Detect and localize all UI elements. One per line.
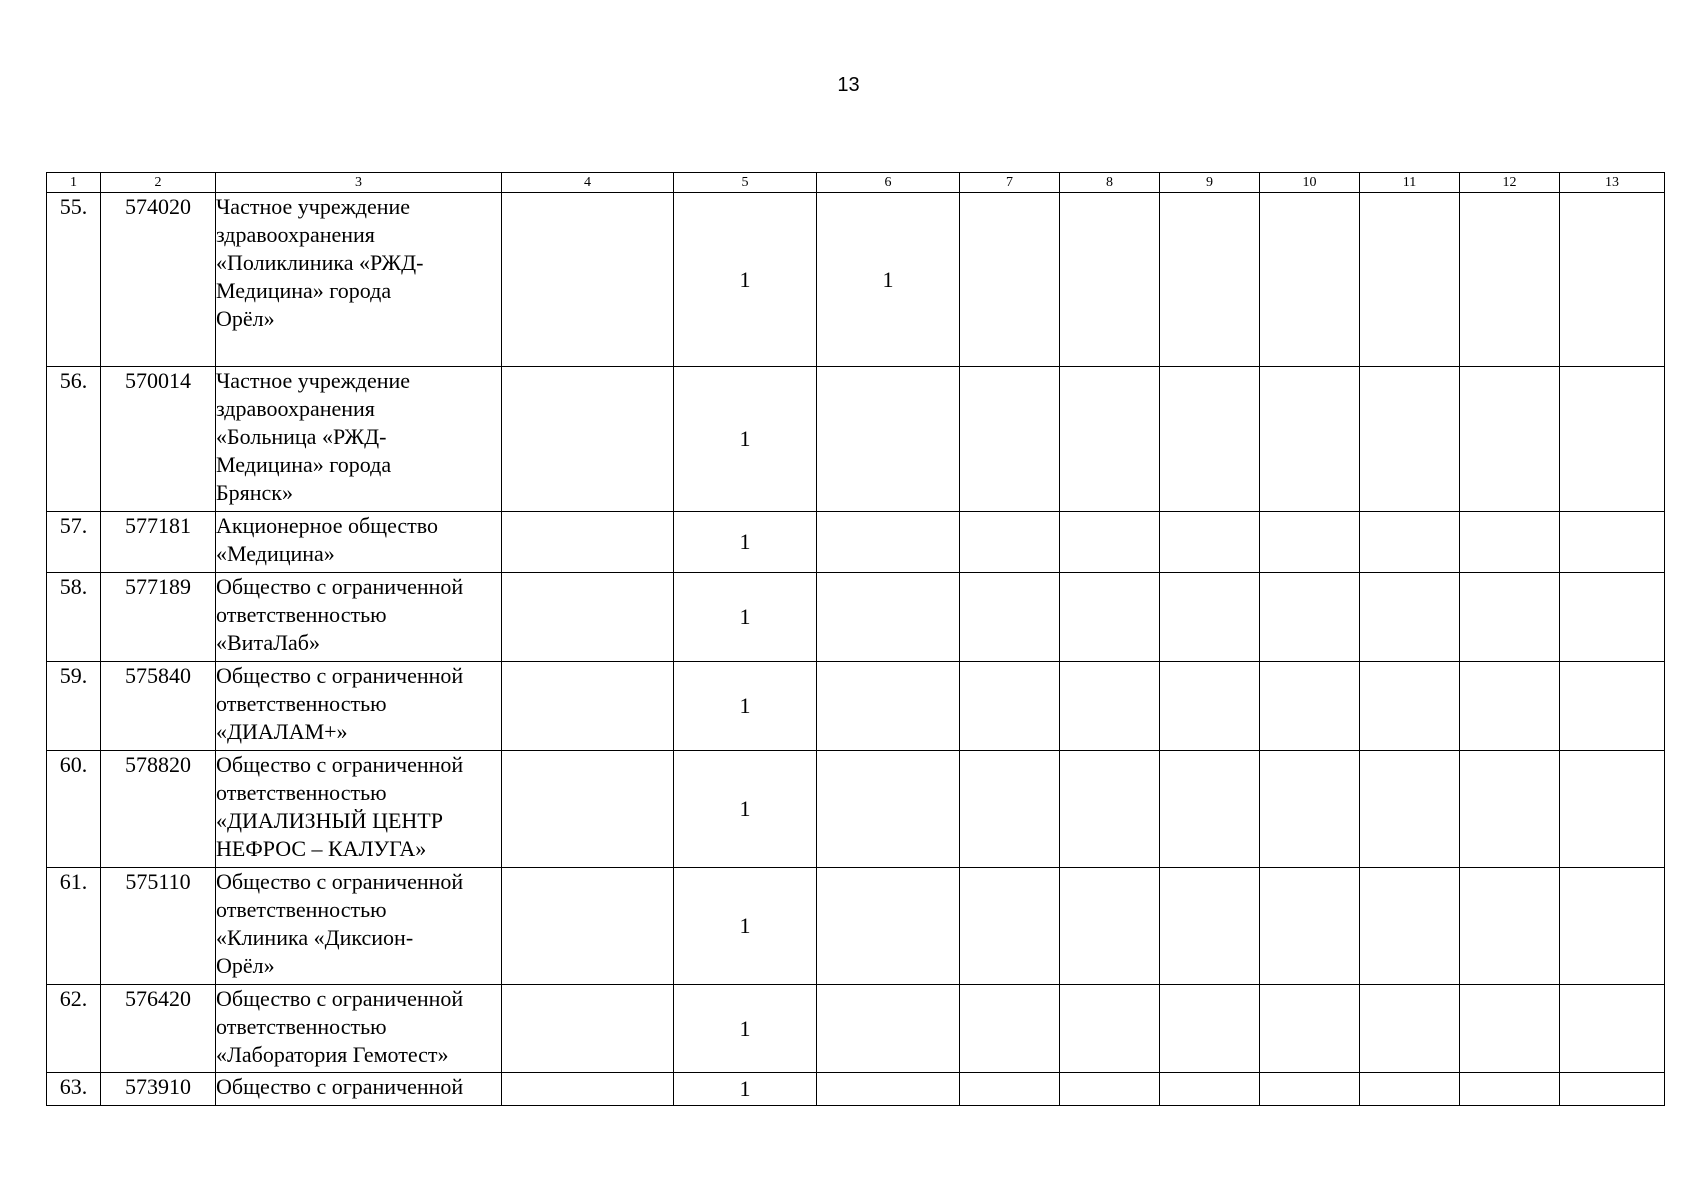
org-code: 576420 bbox=[101, 985, 216, 1073]
cell-col-7 bbox=[960, 868, 1060, 985]
cell-col-4 bbox=[502, 512, 674, 573]
table-row bbox=[47, 1073, 1665, 1106]
cell-col-8 bbox=[1060, 1073, 1160, 1106]
cell-col-5: 1 bbox=[674, 985, 817, 1073]
page-number: 13 bbox=[837, 74, 860, 96]
row-number: 61. bbox=[47, 868, 101, 985]
cell-col-8 bbox=[1060, 662, 1160, 751]
cell-col-9 bbox=[1160, 573, 1260, 662]
cell-col-5: 1 bbox=[674, 193, 817, 367]
cell-col-6: 1 bbox=[817, 193, 960, 367]
column-header: 10 bbox=[1260, 173, 1360, 193]
cell-col-7 bbox=[960, 512, 1060, 573]
column-header: 1 bbox=[47, 173, 101, 193]
cell-col-10 bbox=[1260, 662, 1360, 751]
cell-col-5: 1 bbox=[674, 662, 817, 751]
cell-col-4 bbox=[502, 367, 674, 512]
cell-col-11 bbox=[1360, 573, 1460, 662]
row-number: 60. bbox=[47, 751, 101, 868]
cell-col-13 bbox=[1560, 751, 1665, 868]
cell-col-5: 1 bbox=[674, 573, 817, 662]
cell-col-10 bbox=[1260, 985, 1360, 1073]
cell-col-13 bbox=[1560, 573, 1665, 662]
cell-col-11 bbox=[1360, 1073, 1460, 1106]
cell-col-11 bbox=[1360, 193, 1460, 367]
column-header: 9 bbox=[1160, 173, 1260, 193]
cell-col-6 bbox=[817, 573, 960, 662]
cell-col-7 bbox=[960, 1073, 1060, 1106]
cell-col-11 bbox=[1360, 751, 1460, 868]
cell-col-8 bbox=[1060, 751, 1160, 868]
cell-col-11 bbox=[1360, 512, 1460, 573]
column-header: 13 bbox=[1560, 173, 1665, 193]
org-code: 573910 bbox=[101, 1073, 216, 1106]
cell-col-4 bbox=[502, 751, 674, 868]
org-name: Акционерное общество «Медицина» bbox=[216, 512, 502, 573]
cell-col-8 bbox=[1060, 573, 1160, 662]
cell-col-4 bbox=[502, 573, 674, 662]
cell-col-10 bbox=[1260, 367, 1360, 512]
org-name: Общество с ограниченной ответственностью «Клиника «Диксион- Орёл» bbox=[216, 868, 502, 985]
cell-col-8 bbox=[1060, 985, 1160, 1073]
cell-col-4 bbox=[502, 868, 674, 985]
cell-col-7 bbox=[960, 985, 1060, 1073]
org-name: Общество с ограниченной bbox=[216, 1073, 502, 1106]
cell-col-6 bbox=[817, 751, 960, 868]
cell-col-9 bbox=[1160, 985, 1260, 1073]
cell-col-7 bbox=[960, 662, 1060, 751]
cell-col-10 bbox=[1260, 193, 1360, 367]
cell-col-8 bbox=[1060, 193, 1160, 367]
column-header: 8 bbox=[1060, 173, 1160, 193]
cell-col-6 bbox=[817, 985, 960, 1073]
column-numbers-row bbox=[47, 173, 1665, 193]
org-code: 575110 bbox=[101, 868, 216, 985]
cell-col-5: 1 bbox=[674, 1073, 817, 1106]
cell-col-13 bbox=[1560, 193, 1665, 367]
cell-col-6 bbox=[817, 662, 960, 751]
table-row bbox=[47, 193, 1665, 367]
org-name: Общество с ограниченной ответственностью «ДИАЛАМ+» bbox=[216, 662, 502, 751]
org-name: Общество с ограниченной ответственностью «ДИАЛИЗНЫЙ ЦЕНТР НЕФРОС – КАЛУГА» bbox=[216, 751, 502, 868]
row-number: 57. bbox=[47, 512, 101, 573]
cell-col-10 bbox=[1260, 868, 1360, 985]
cell-col-11 bbox=[1360, 662, 1460, 751]
cell-col-5: 1 bbox=[674, 868, 817, 985]
cell-col-10 bbox=[1260, 1073, 1360, 1106]
table-row bbox=[47, 512, 1665, 573]
table-row bbox=[47, 662, 1665, 751]
cell-col-12 bbox=[1460, 512, 1560, 573]
table-row bbox=[47, 868, 1665, 985]
org-name: Частное учреждение здравоохранения «Больница «РЖД- Медицина» города Брянск» bbox=[216, 367, 502, 512]
cell-col-9 bbox=[1160, 512, 1260, 573]
table-row bbox=[47, 573, 1665, 662]
column-header: 4 bbox=[502, 173, 674, 193]
cell-col-9 bbox=[1160, 193, 1260, 367]
cell-col-13 bbox=[1560, 512, 1665, 573]
cell-col-11 bbox=[1360, 367, 1460, 512]
cell-col-5: 1 bbox=[674, 367, 817, 512]
cell-col-9 bbox=[1160, 1073, 1260, 1106]
column-header: 12 bbox=[1460, 173, 1560, 193]
cell-col-13 bbox=[1560, 985, 1665, 1073]
cell-col-7 bbox=[960, 193, 1060, 367]
cell-col-13 bbox=[1560, 868, 1665, 985]
table-row bbox=[47, 985, 1665, 1073]
cell-col-12 bbox=[1460, 367, 1560, 512]
cell-col-12 bbox=[1460, 662, 1560, 751]
table-row bbox=[47, 751, 1665, 868]
row-number: 62. bbox=[47, 985, 101, 1073]
cell-col-9 bbox=[1160, 662, 1260, 751]
org-code: 577181 bbox=[101, 512, 216, 573]
cell-col-13 bbox=[1560, 367, 1665, 512]
cell-col-4 bbox=[502, 193, 674, 367]
cell-col-12 bbox=[1460, 193, 1560, 367]
cell-col-10 bbox=[1260, 751, 1360, 868]
cell-col-7 bbox=[960, 367, 1060, 512]
cell-col-4 bbox=[502, 985, 674, 1073]
org-code: 574020 bbox=[101, 193, 216, 367]
cell-col-12 bbox=[1460, 573, 1560, 662]
cell-col-10 bbox=[1260, 512, 1360, 573]
cell-col-6 bbox=[817, 367, 960, 512]
column-header: 11 bbox=[1360, 173, 1460, 193]
cell-col-8 bbox=[1060, 868, 1160, 985]
org-name: Общество с ограниченной ответственностью «Лаборатория Гемотест» bbox=[216, 985, 502, 1073]
cell-col-12 bbox=[1460, 751, 1560, 868]
row-number: 59. bbox=[47, 662, 101, 751]
cell-col-13 bbox=[1560, 1073, 1665, 1106]
cell-col-4 bbox=[502, 1073, 674, 1106]
column-header: 2 bbox=[101, 173, 216, 193]
cell-col-8 bbox=[1060, 512, 1160, 573]
org-code: 578820 bbox=[101, 751, 216, 868]
column-header: 6 bbox=[817, 173, 960, 193]
cell-col-6 bbox=[817, 868, 960, 985]
org-name: Частное учреждение здравоохранения «Поликлиника «РЖД- Медицина» города Орёл» bbox=[216, 193, 502, 367]
org-code: 575840 bbox=[101, 662, 216, 751]
org-code: 570014 bbox=[101, 367, 216, 512]
column-header: 3 bbox=[216, 173, 502, 193]
cell-col-5: 1 bbox=[674, 512, 817, 573]
row-number: 63. bbox=[47, 1073, 101, 1106]
cell-col-5: 1 bbox=[674, 751, 817, 868]
cell-col-9 bbox=[1160, 367, 1260, 512]
org-code: 577189 bbox=[101, 573, 216, 662]
cell-col-12 bbox=[1460, 985, 1560, 1073]
row-number: 55. bbox=[47, 193, 101, 367]
table-row bbox=[47, 367, 1665, 512]
column-header: 7 bbox=[960, 173, 1060, 193]
column-header: 5 bbox=[674, 173, 817, 193]
row-number: 58. bbox=[47, 573, 101, 662]
cell-col-11 bbox=[1360, 868, 1460, 985]
cell-col-13 bbox=[1560, 662, 1665, 751]
cell-col-6 bbox=[817, 1073, 960, 1106]
cell-col-11 bbox=[1360, 985, 1460, 1073]
cell-col-12 bbox=[1460, 1073, 1560, 1106]
cell-col-9 bbox=[1160, 751, 1260, 868]
cell-col-6 bbox=[817, 512, 960, 573]
cell-col-7 bbox=[960, 573, 1060, 662]
row-number: 56. bbox=[47, 367, 101, 512]
org-name: Общество с ограниченной ответственностью «ВитаЛаб» bbox=[216, 573, 502, 662]
cell-col-8 bbox=[1060, 367, 1160, 512]
cell-col-12 bbox=[1460, 868, 1560, 985]
cell-col-7 bbox=[960, 751, 1060, 868]
cell-col-10 bbox=[1260, 573, 1360, 662]
cell-col-4 bbox=[502, 662, 674, 751]
registry-table bbox=[46, 172, 1665, 1106]
cell-col-9 bbox=[1160, 868, 1260, 985]
